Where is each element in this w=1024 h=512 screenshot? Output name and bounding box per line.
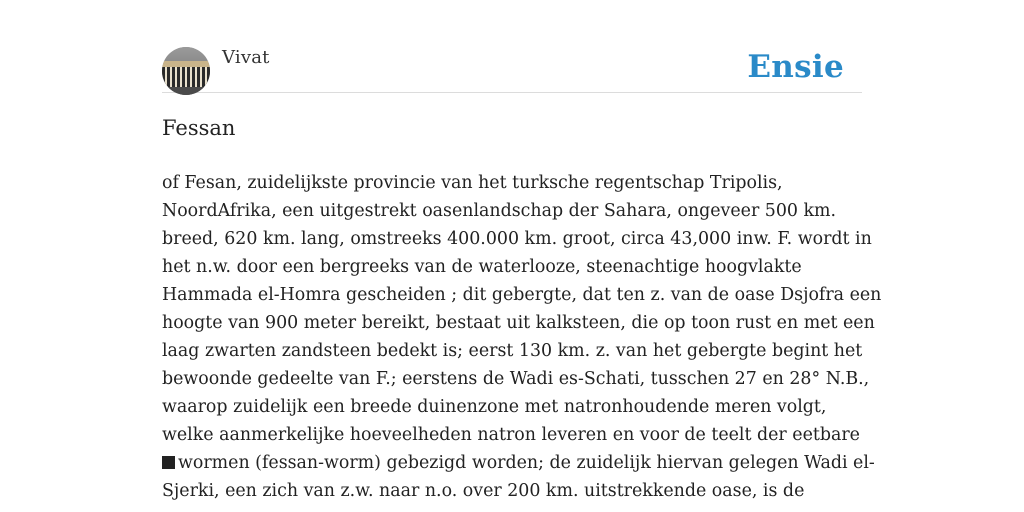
body-line: bewoonde gedeelte van F.; eerstens de Wadi es-Schati, tusschen 27 en 28° N.B.,	[162, 369, 870, 389]
body-line: Hammada el-Homra gescheiden ; dit gebergte, dat ten z. van de oase Dsjofra een	[162, 285, 882, 305]
body-line: hoogte van 900 meter bereikt, bestaat uit kalksteen, die op toon rust en met een	[162, 313, 875, 333]
avatar-image	[162, 47, 210, 95]
body-line: laag zwarten zandsteen bedekt is; eerst 130 km. z. van het gebergte begint het	[162, 341, 863, 361]
body-line: Sjerki, een zich van z.w. naar n.o. over 200 km. uitstrekkende oase, is de	[162, 481, 805, 501]
article-title: Fessan	[162, 116, 236, 140]
author-name[interactable]: Vivat	[222, 47, 270, 68]
square-mark-icon	[162, 456, 175, 469]
body-line: of Fesan, zuidelijkste provincie van het turksche regentschap Tripolis,	[162, 173, 783, 193]
author-avatar[interactable]	[162, 47, 210, 95]
body-line: waarop zuidelijk een breede duinenzone met natronhoudende meren volgt,	[162, 397, 827, 417]
body-line-with-mark	[162, 449, 875, 477]
body-line: NoordAfrika, een uitgestrekt oasenlandschap der Sahara, ongeveer 500 km.	[162, 201, 837, 221]
ensie-logo[interactable]: Ensie	[747, 49, 844, 85]
body-line-text: wormen (fessan-worm) gebezigd worden; de zuidelijk hiervan gelegen Wadi el-	[178, 453, 875, 473]
body-line: welke aanmerkelijke hoeveelheden natron leveren en voor de teelt der eetbare	[162, 425, 860, 445]
article-body	[162, 169, 882, 505]
body-line: het n.w. door een bergreeks van de waterlooze, steenachtige hoogvlakte	[162, 257, 802, 277]
body-line: breed, 620 km. lang, omstreeks 400.000 km. groot, circa 43,000 inw. F. wordt in	[162, 229, 872, 249]
article-header	[162, 46, 862, 93]
